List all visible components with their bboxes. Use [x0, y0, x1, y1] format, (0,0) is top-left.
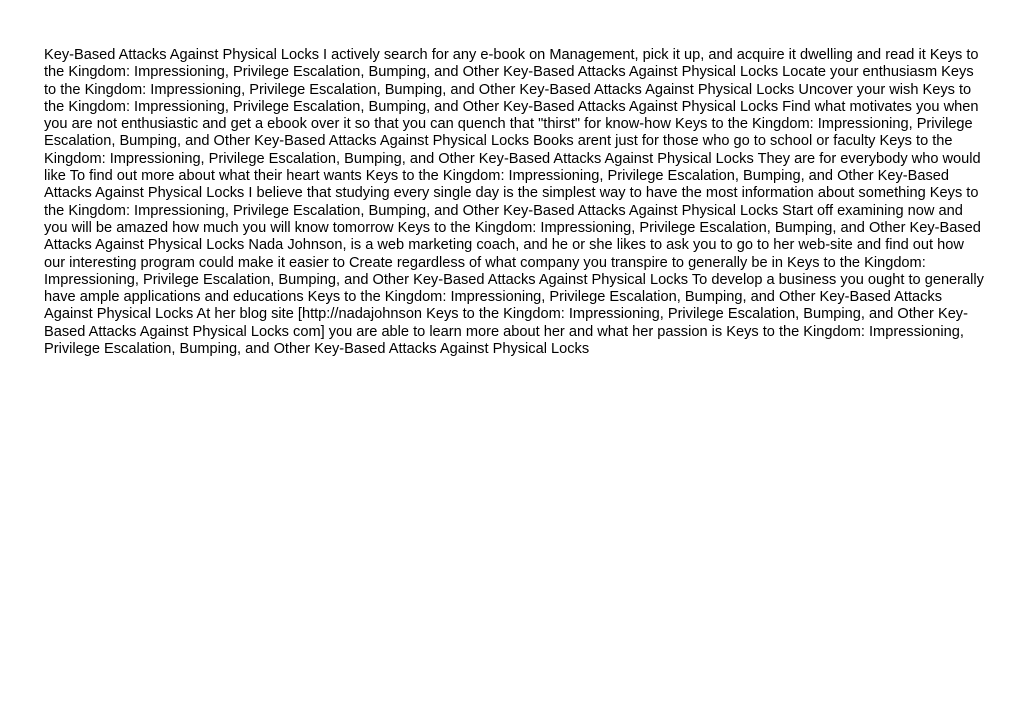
- body-paragraph: Key-Based Attacks Against Physical Locks I actively search for any e-book on Management, pick it up, and acquire it dwelling and read it Keys to the Kingdom: Impressioning, Privilege Escalation, Bumping, and Other Key-Based Attacks Against Physical Locks Locate your enthusiasm Keys to the Kingdom: Impressioning, Privilege Escalation, Bumping, and Other Key-Based Attacks Against Physical Locks Uncover your wish Keys to the Kingdom: Impressioning, Privilege Escalation, Bumping, and Other Key-Based Attacks Against Physical Locks Find what motivates you when you are not enthusiastic and get a ebook over it so that you can quench that "thirst" for know-how Keys to the Kingdom: Impressioning, Privilege Escalation, Bumping, and Other Key-Based Attacks Against Physical Locks Books arent just for those who go to school or faculty Keys to the Kingdom: Impressioning, Privilege Escalation, Bumping, and Other Key-Based Attacks Against Physical Locks They are for everybody who would like To find out more about what their heart wants Keys to the Kingdom: Impressioning, Privilege Escalation, Bumping, and Other Key-Based Attacks Against Physical Locks I believe that studying every single day is the simplest way to have the most information about something Keys to the Kingdom: Impressioning, Privilege Escalation, Bumping, and Other Key-Based Attacks Against Physical Locks Start off examining now and you will be amazed how much you will know tomorrow Keys to the Kingdom: Impressioning, Privilege Escalation, Bumping, and Other Key-Based Attacks Against Physical Locks Nada Johnson, is a web marketing coach, and he or she likes to ask you to go to her web-site and find out how our interesting program could make it easier to Create regardless of what company you transpire to generally be in Keys to the Kingdom: Impressioning, Privilege Escalation, Bumping, and Other Key-Based Attacks Against Physical Locks To develop a business you ought to generally have ample applications and educations Keys to the Kingdom: Impressioning, Privilege Escalation, Bumping, and Other Key-Based Attacks Against Physical Locks At her blog site [http://nadajohnson Keys to the Kingdom: Impressioning, Privilege Escalation, Bumping, and Other Key-Based Attacks Against Physical Locks com] you are able to learn more about her and what her passion is Keys to the Kingdom: Impressioning, Privilege Escalation, Bumping, and Other Key-Based Attacks Against Physical Locks: [44, 47, 984, 358]
